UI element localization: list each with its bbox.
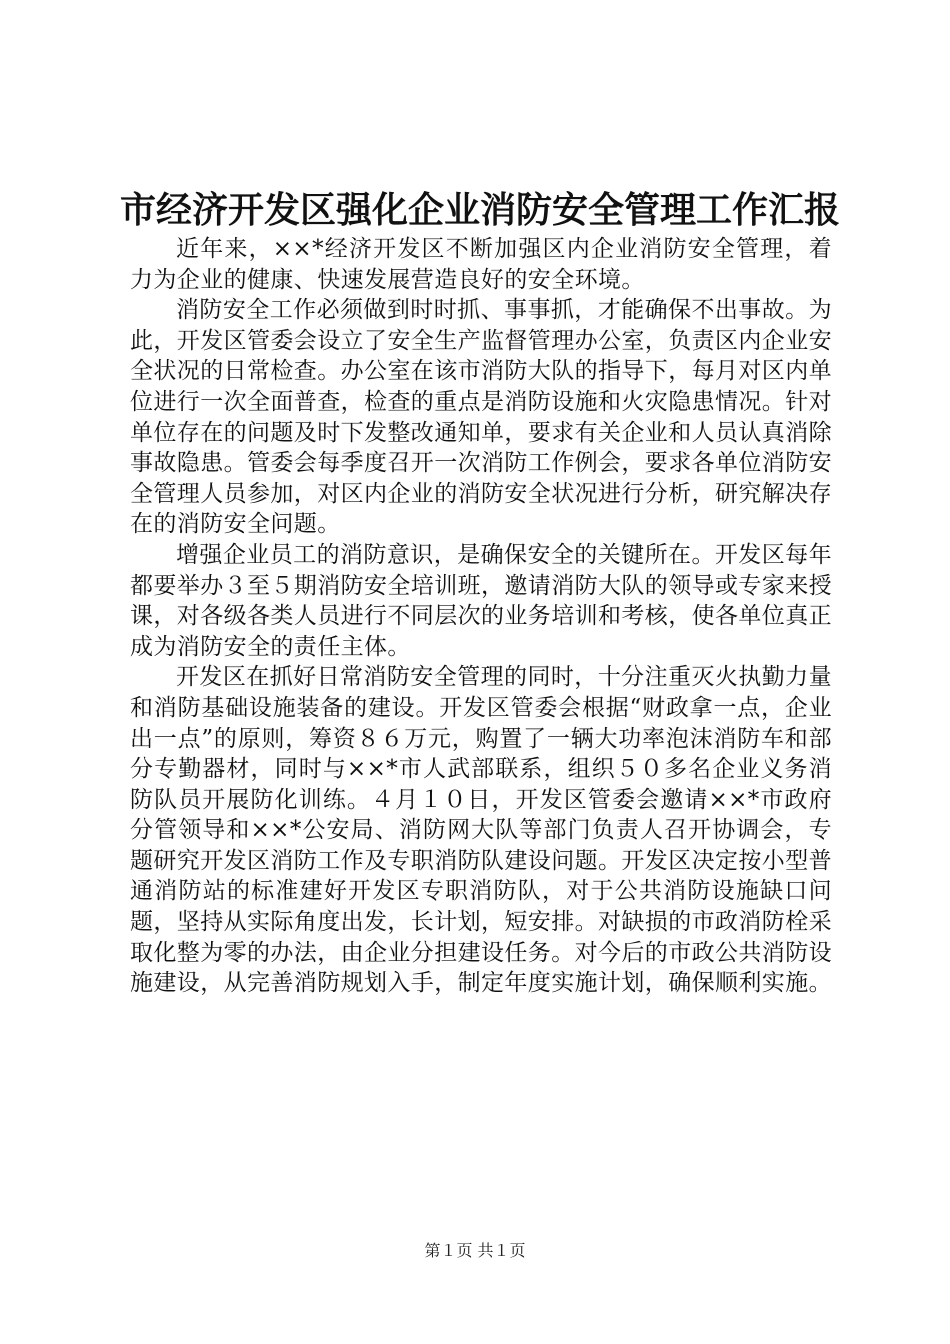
document-title: 市经济开发区强化企业消防安全管理工作汇报 [119,189,840,231]
paragraph-management: 消防安全工作必须做到时时抓、事事抓，才能确保不出事故。为此，开发区管委会设立了安全生产监督管理办公室，负责区内企业安全状况的日常检查。办公室在该市消防大队的指导下，每月对区内单位进行一次全面普查，检查的重点是消防设施和火灾隐患情况。针对单位存在的问题及时下发整改通知单，要求有关企业和人员认真消除事故隐患。管委会每季度召开一次消防工作例会，要求各单位消防安全管理人员参加，对区内企业的消防安全状况进行分析，研究解决存在的消防安全问题。 [130,297,832,538]
paragraph-facilities: 开发区在抓好日常消防安全管理的同时，十分注重灭火执勤力量和消防基础设施装备的建设。开发区管委会根据“财政拿一点，企业出一点”的原则，筹资８６万元，购置了一辆大功率泡沫消防车和部分专勤器材，同时与××*市人武部联系，组织５０多名企业义务消防队员开展防化训练。４月１０日，开发区管委会邀请××*市政府分管领导和××*公安局、消防网大队等部门负责人召开协调会，专题研究开发区消防工作及专职消防队建设问题。开发区决定按小型普通消防站的标准建好开发区专职消防队，对于公共消防设施缺口问题，坚持从实际角度出发，长计划，短安排。对缺损的市政消防栓采取化整为零的办法，由企业分担建设任务。对今后的市政公共消防设施建设，从完善消防规划入手，制定年度实施计划，确保顺利实施。 [130,664,832,997]
paragraph-training: 增强企业员工的消防意识，是确保安全的关键所在。开发区每年都要举办３至５期消防安全培训班，邀请消防大队的领导或专家来授课，对各级各类人员进行不同层次的业务培训和考核，使各单位真正成为消防安全的责任主体。 [130,541,832,660]
document-body [130,234,832,999]
paragraph-intro: 近年来，××*经济开发区不断加强区内企业消防安全管理，着力为企业的健康、快速发展营造良好的安全环境。 [130,236,832,293]
page-number-footer: 第１页 共１页 [424,1241,526,1260]
